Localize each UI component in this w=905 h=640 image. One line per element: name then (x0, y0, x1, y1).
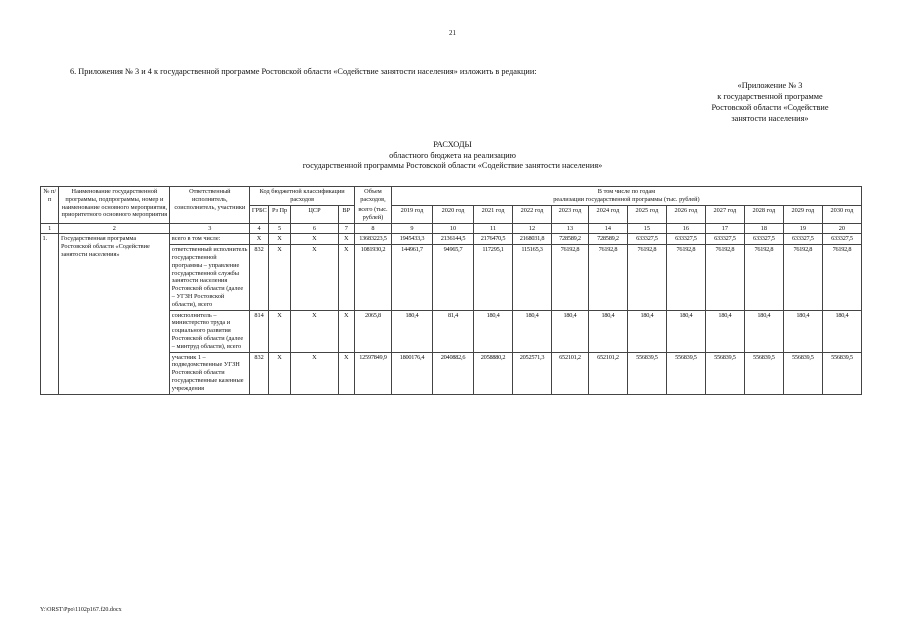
year-amount-cell: 144961,7 (391, 245, 432, 310)
year-amount-cell: 728589,2 (552, 234, 589, 245)
year-amount-cell: 76192,8 (627, 245, 666, 310)
year-amount-cell: 2176470,5 (474, 234, 513, 245)
year-amount-cell: 728589,2 (588, 234, 627, 245)
document-title (0, 140, 905, 172)
year-amount-cell: 2040882,6 (432, 352, 473, 394)
col-header-name: Наименование государственной программы, подпрограммы, номер и наименование основного мероприятия, приоритетного основного мероприятия (59, 187, 170, 224)
col-header-year: 2029 год (783, 205, 822, 223)
col-header-responsible: Ответственный исполнитель, соисполнитель, участники (170, 187, 250, 224)
budget-code-cell: Х (338, 234, 354, 245)
year-amount-cell: 76192,8 (822, 245, 861, 310)
year-amount-cell: 633327,5 (705, 234, 744, 245)
appendix-line: «Приложение № 3 (737, 81, 803, 90)
total-amount-cell: 1081930,2 (355, 245, 392, 310)
total-amount-cell: 13683223,5 (355, 234, 392, 245)
budget-code-cell: 814 (250, 310, 268, 352)
year-amount-cell: 180,4 (474, 310, 513, 352)
col-header-year: 2024 год (588, 205, 627, 223)
col-header-csr: ЦСР (291, 205, 338, 223)
col-header-vr: ВР (338, 205, 354, 223)
year-amount-cell: 556839,5 (822, 352, 861, 394)
col-header-year: 2025 год (627, 205, 666, 223)
year-amount-cell: 1800176,4 (391, 352, 432, 394)
budget-code-cell: Х (268, 352, 291, 394)
budget-code-cell: Х (250, 234, 268, 245)
table-row (41, 234, 862, 245)
year-amount-cell: 556839,5 (666, 352, 705, 394)
year-amount-cell: 180,4 (627, 310, 666, 352)
year-amount-cell: 76192,8 (552, 245, 589, 310)
col-header-year: 2020 год (432, 205, 473, 223)
col-header-total: Объем расходов, (355, 187, 392, 206)
column-number-cell: 9 (391, 223, 432, 234)
column-number-cell: 17 (705, 223, 744, 234)
years-group-label: В том числе по годам (597, 188, 656, 195)
column-number-cell: 15 (627, 223, 666, 234)
total-amount-cell: 2065,8 (355, 310, 392, 352)
budget-code-cell: Х (291, 245, 338, 310)
year-amount-cell: 76192,8 (744, 245, 783, 310)
year-amount-cell: 633327,5 (666, 234, 705, 245)
col-header-year: 2021 год (474, 205, 513, 223)
col-header-year: 2028 год (744, 205, 783, 223)
column-number-cell: 19 (783, 223, 822, 234)
years-group-sublabel: реализации государственной программы (тыс. рублей) (553, 195, 700, 203)
title-line: РАСХОДЫ (433, 140, 472, 149)
responsible-cell: участник 1 – подведомственные УГЗН Ростовской области государственные казенные учреждения (170, 352, 250, 394)
title-line: областного бюджета на реализацию (389, 150, 516, 160)
year-amount-cell: 180,4 (552, 310, 589, 352)
column-number-cell: 3 (170, 223, 250, 234)
budget-code-cell: 832 (250, 352, 268, 394)
column-number-cell: 7 (338, 223, 354, 234)
year-amount-cell: 2052571,3 (513, 352, 552, 394)
year-amount-cell: 180,4 (744, 310, 783, 352)
year-amount-cell: 2168031,8 (513, 234, 552, 245)
budget-code-cell: Х (338, 352, 354, 394)
budget-code-cell: Х (268, 234, 291, 245)
col-header-rzpr: Рз Пр (268, 205, 291, 223)
column-number-cell: 11 (474, 223, 513, 234)
appendix-header (690, 80, 850, 124)
year-amount-cell: 180,4 (783, 310, 822, 352)
budget-code-cell: Х (268, 310, 291, 352)
header-row (41, 187, 862, 206)
column-number-cell: 14 (588, 223, 627, 234)
column-number-row (41, 223, 862, 234)
year-amount-cell: 180,4 (705, 310, 744, 352)
column-number-cell: 20 (822, 223, 861, 234)
year-amount-cell: 76192,8 (783, 245, 822, 310)
col-header-grbs: ГРБС (250, 205, 268, 223)
year-amount-cell: 180,4 (822, 310, 861, 352)
col-header-year: 2023 год (552, 205, 589, 223)
total-amount-cell: 12597849,9 (355, 352, 392, 394)
col-header-number: № п/п (41, 187, 59, 224)
budget-code-cell: Х (291, 352, 338, 394)
page-number: 21 (449, 29, 456, 37)
year-amount-cell: 76192,8 (588, 245, 627, 310)
row-number-cell: 1. (41, 234, 59, 394)
table-body (41, 187, 862, 395)
responsible-cell: ответственный исполнитель государственной программы – управление государственной службы занятости населения Ростовской области (далее – УГЗН Ростовской области), всего (170, 245, 250, 310)
col-header-year: 2026 год (666, 205, 705, 223)
column-number-cell: 6 (291, 223, 338, 234)
year-amount-cell: 117295,1 (474, 245, 513, 310)
column-number-cell: 18 (744, 223, 783, 234)
year-amount-cell: 2058880,2 (474, 352, 513, 394)
col-header-year: 2022 год (513, 205, 552, 223)
program-name-cell: Государственная программа Ростовской области «Содействие занятости населения» (59, 234, 170, 394)
column-number-cell: 4 (250, 223, 268, 234)
year-amount-cell: 633327,5 (822, 234, 861, 245)
column-number-cell: 8 (355, 223, 392, 234)
title-line: государственной программы Ростовской области «Содействие занятости населения» (302, 161, 603, 170)
year-amount-cell: 2136144,5 (432, 234, 473, 245)
year-amount-cell: 76192,8 (705, 245, 744, 310)
column-number-cell: 1 (41, 223, 59, 234)
year-amount-cell: 94965,7 (432, 245, 473, 310)
column-number-cell: 16 (666, 223, 705, 234)
year-amount-cell: 180,4 (513, 310, 552, 352)
column-number-cell: 10 (432, 223, 473, 234)
expenses-table (40, 186, 862, 395)
col-header-years-group (391, 187, 861, 206)
year-amount-cell: 76192,8 (666, 245, 705, 310)
budget-code-cell: Х (338, 245, 354, 310)
year-amount-cell: 115165,3 (513, 245, 552, 310)
year-amount-cell: 556839,5 (705, 352, 744, 394)
appendix-line: Ростовской области «Содействие (711, 103, 829, 112)
column-number-cell: 13 (552, 223, 589, 234)
year-amount-cell: 652101,2 (588, 352, 627, 394)
file-path-footer: Y:\ORST\Ppo\1102p167.f20.docx (40, 607, 122, 613)
responsible-cell: всего в том числе: (170, 234, 250, 245)
year-amount-cell: 180,4 (588, 310, 627, 352)
year-amount-cell: 556839,5 (783, 352, 822, 394)
col-header-budget-code: Код бюджетной классификации расходов (250, 187, 355, 206)
responsible-cell: соисполнитель – министерство труда и социального развития Ростовской области (далее – минтруд области), всего (170, 310, 250, 352)
column-number-cell: 12 (513, 223, 552, 234)
year-amount-cell: 633327,5 (744, 234, 783, 245)
col-header-year: 2030 год (822, 205, 861, 223)
year-amount-cell: 556839,5 (627, 352, 666, 394)
year-amount-cell: 652101,2 (552, 352, 589, 394)
column-number-cell: 2 (59, 223, 170, 234)
year-amount-cell: 180,4 (666, 310, 705, 352)
col-header-total-sub: всего (тыс. рублей) (355, 205, 392, 223)
column-number-cell: 5 (268, 223, 291, 234)
budget-code-cell: Х (338, 310, 354, 352)
year-amount-cell: 556839,5 (744, 352, 783, 394)
year-amount-cell: 180,4 (391, 310, 432, 352)
intro-paragraph: 6. Приложения № 3 и 4 к государственной программе Ростовской области «Содействие занятости населения» изложить в редакции: (70, 67, 537, 76)
appendix-line: занятости населения» (731, 114, 809, 123)
budget-code-cell: Х (291, 310, 338, 352)
budget-code-cell: 832 (250, 245, 268, 310)
budget-code-cell: Х (268, 245, 291, 310)
year-amount-cell: 1945433,3 (391, 234, 432, 245)
budget-code-cell: Х (291, 234, 338, 245)
appendix-line: к государственной программе (717, 92, 823, 101)
col-header-year: 2027 год (705, 205, 744, 223)
year-amount-cell: 81,4 (432, 310, 473, 352)
year-amount-cell: 633327,5 (783, 234, 822, 245)
year-amount-cell: 633327,5 (627, 234, 666, 245)
col-header-year: 2019 год (391, 205, 432, 223)
